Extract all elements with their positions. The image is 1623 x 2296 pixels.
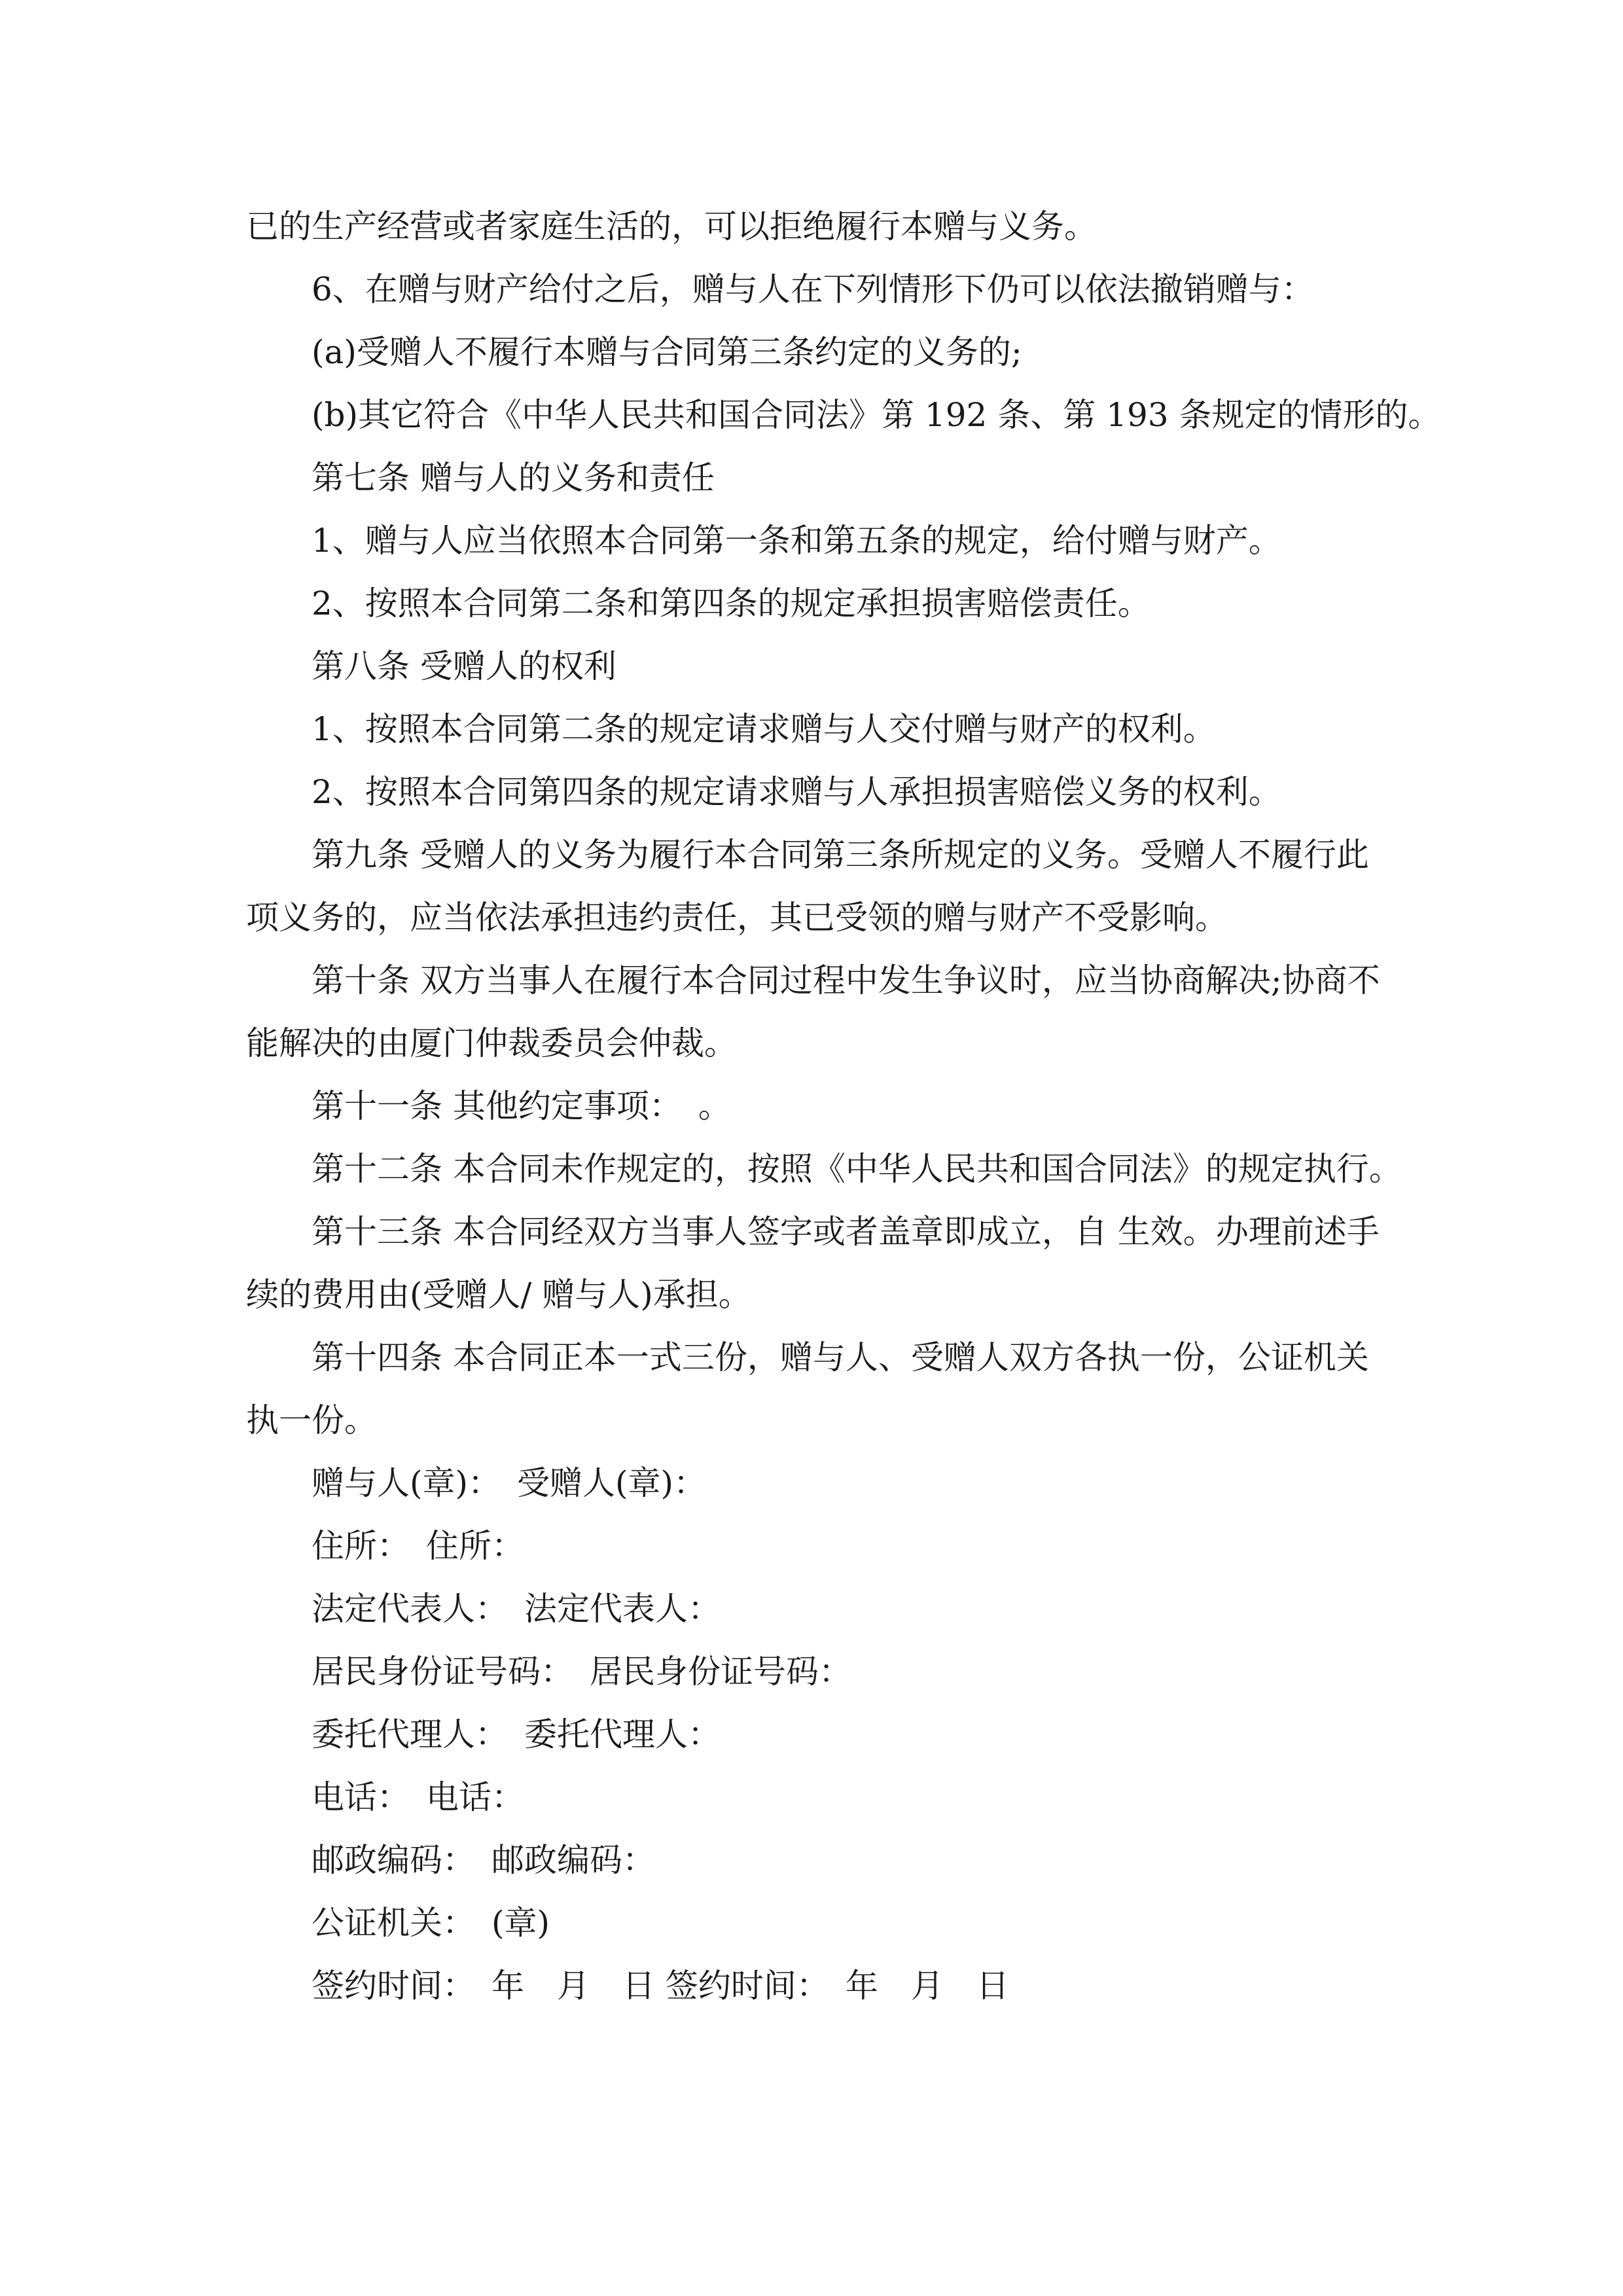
text-line: 第十四条 本合同正本一式三份，赠与人、受赠人双方各执一份，公证机关 [312,1338,1369,1376]
article-heading: 第八条 受赠人的权利 [312,647,616,685]
signature-field: 住所： 住所： [312,1527,524,1565]
signature-field: 邮政编码： 邮政编码： [312,1841,655,1879]
signature-field: 赠与人(章)： 受赠人(章)： [312,1464,707,1502]
signature-field: 公证机关： (章) [312,1904,550,1942]
text-line: 1、赠与人应当依照本合同第一条和第五条的规定，给付赠与财产。 [312,522,1281,560]
signature-field: 电话： 电话： [312,1778,524,1816]
text-line: 执一份。 [246,1401,377,1439]
text-line: (b)其它符合《中华人民共和国合同法》第 192 条、第 193 条规定的情形的。 [312,396,1441,434]
text-line: 能解决的由厦门仲裁委员会仲裁。 [246,1024,737,1062]
text-line: 6、在赠与财产给付之后，赠与人在下列情形下仍可以依法撤销赠与： [312,270,1314,308]
text-line: 2、按照本合同第四条的规定请求赠与人承担损害赔偿义务的权利。 [312,773,1281,811]
text-line: 第十三条 本合同经双方当事人签字或者盖章即成立，自 生效。办理前述手 [312,1213,1380,1251]
signature-field: 签约时间： 年 月 日 签约时间： 年 月 日 [312,1967,1009,2005]
text-line: 续的费用由(受赠人/ 赠与人)承担。 [246,1276,751,1314]
text-line: 第十条 双方当事人在履行本合同过程中发生争议时，应当协商解决;协商不 [312,961,1380,999]
contract-text [246,195,1441,2017]
text-line: 第九条 受赠人的义务为履行本合同第三条所规定的义务。受赠人不履行此 [312,836,1369,874]
signature-field: 法定代表人： 法定代表人： [312,1590,721,1628]
text-line: 已的生产经营或者家庭生活的，可以拒绝履行本赠与义务。 [246,207,1097,245]
signature-field: 居民身份证号码： 居民身份证号码： [312,1653,851,1691]
signature-field: 委托代理人： 委托代理人： [312,1715,721,1753]
text-line: 项义务的，应当依法承担违约责任，其已受领的赠与财产不受影响。 [246,899,1228,937]
text-line: 第十一条 其他约定事项： 。 [312,1087,731,1125]
text-line: 2、按照本合同第二条和第四条的规定承担损害赔偿责任。 [312,584,1150,622]
text-line: (a)受赠人不履行本赠与合同第三条约定的义务的; [312,333,1022,371]
text-line: 1、按照本合同第二条的规定请求赠与人交付赠与财产的权利。 [312,710,1216,748]
text-line: 第十二条 本合同未作规定的，按照《中华人民共和国合同法》的规定执行。 [312,1150,1402,1188]
article-heading: 第七条 赠与人的义务和责任 [312,459,715,497]
